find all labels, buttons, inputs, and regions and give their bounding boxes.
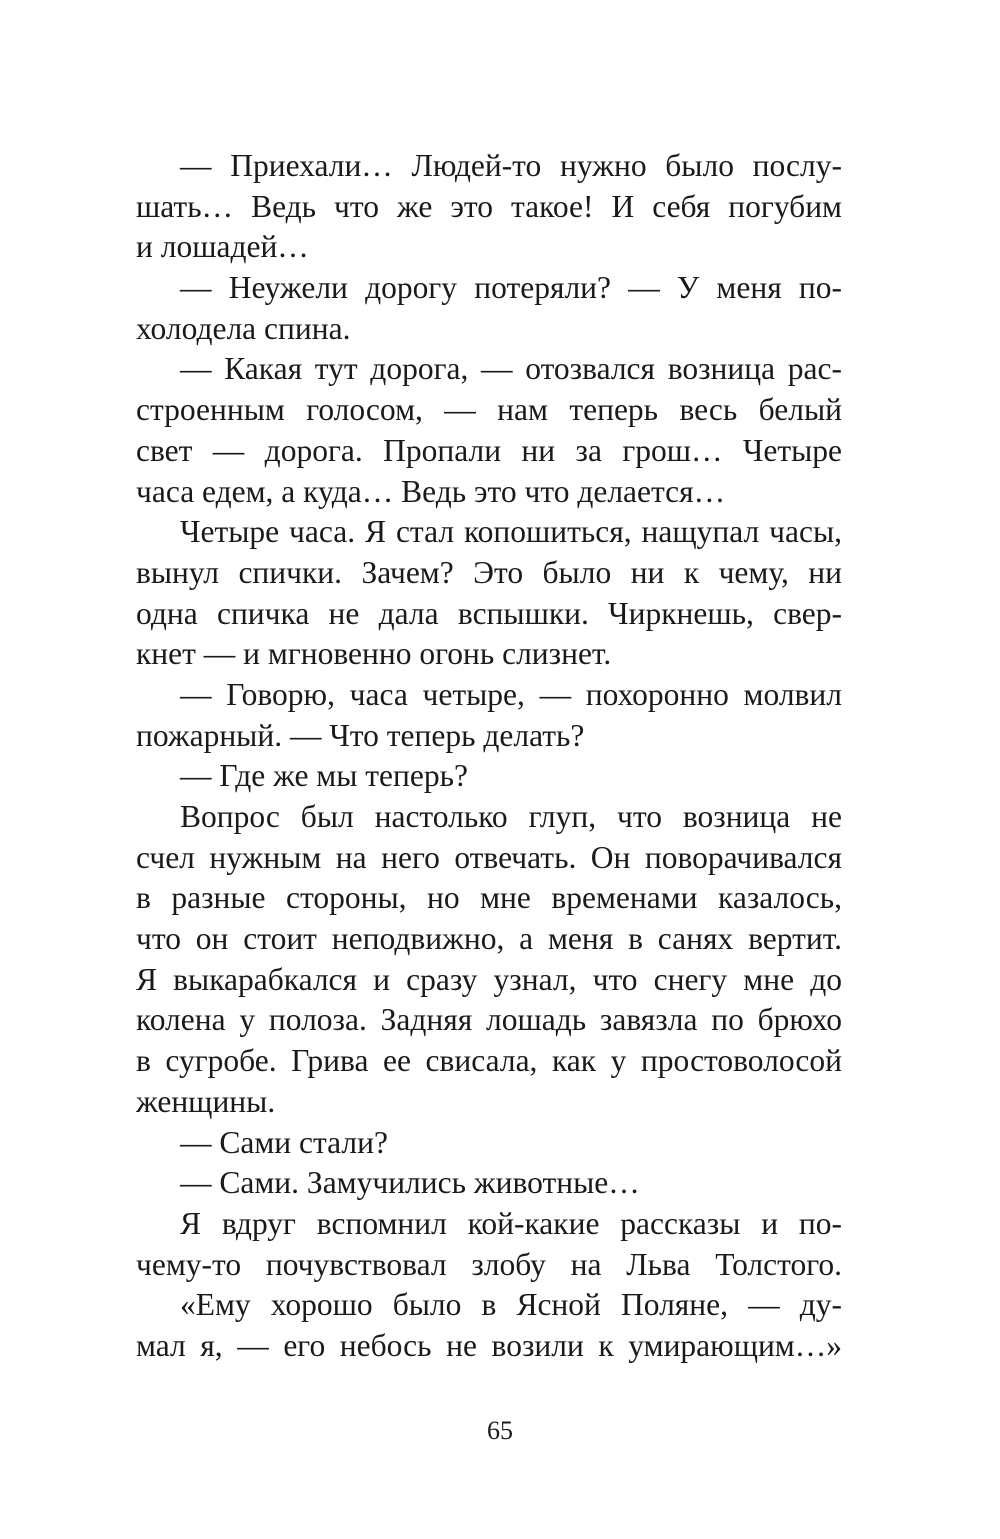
text-line — [136, 1082, 842, 1123]
page-number: 65 — [487, 1416, 513, 1445]
text-line — [136, 797, 842, 838]
text-line — [136, 512, 842, 553]
text-line — [136, 919, 842, 960]
text-line-content: колена у полоза. Задняя лошадь завязла по брюхо — [136, 1002, 842, 1038]
text-line-content: свет — дорога. Пропали ни за грош… Четыре — [136, 432, 842, 468]
text-line-content: строенным голосом, — нам теперь весь белый — [136, 392, 842, 428]
text-line — [136, 1245, 842, 1286]
text-line — [136, 634, 842, 675]
text-line-content: одна спичка не дала вспышки. Чиркнешь, свер- — [136, 595, 842, 631]
text-line — [136, 1041, 842, 1082]
text-line — [136, 1285, 842, 1326]
text-line — [136, 390, 842, 431]
text-line-content: чему-то почувствовал злобу на Льва Толстого. — [136, 1246, 842, 1282]
text-line — [136, 187, 842, 228]
text-line-content: и лошадей… — [136, 229, 309, 265]
text-line-content: женщины. — [136, 1083, 276, 1119]
text-line-content: пожарный. — Что теперь делать? — [136, 717, 585, 753]
text-line — [136, 1163, 842, 1204]
text-line-content: шать… Ведь что же это такое! И себя погубим — [136, 188, 842, 224]
text-line-content: «Ему хорошо было в Ясной Поляне, — ду- — [180, 1287, 842, 1323]
text-line-content: — Приехали… Людей-то нужно было послу- — [180, 148, 842, 183]
text-line — [136, 1204, 842, 1245]
text-line — [136, 675, 842, 716]
text-line-content: счел нужным на него отвечать. Он поворачивался — [136, 839, 842, 875]
text-line — [136, 553, 842, 594]
text-line-content: что он стоит неподвижно, а меня в санях вертит. — [136, 921, 842, 957]
text-line-content: — Говорю, часа четыре, — похоронно молвил — [180, 676, 842, 712]
text-line-content: — Неужели дорогу потеряли? — У меня по- — [180, 270, 842, 306]
text-line — [136, 716, 842, 757]
text-line — [136, 878, 842, 919]
text-line-content: в сугробе. Грива ее свисала, как у простоволосой — [136, 1043, 842, 1079]
text-line-content: Вопрос был настолько глуп, что возница не — [180, 799, 842, 834]
text-line — [136, 838, 842, 879]
text-line — [136, 349, 842, 390]
text-line-content: Четыре часа. Я стал копошиться, нащупал часы, — [180, 514, 842, 550]
body-text — [136, 146, 842, 1367]
text-line — [136, 146, 842, 187]
text-line-content: мал я, — его небось не возили к умирающим…» — [136, 1327, 842, 1363]
text-line-content: Я выкарабкался и сразу узнал, что снегу мне до — [136, 961, 842, 997]
text-line — [136, 1123, 842, 1164]
text-line-content: — Какая тут дорога, — отозвался возница рас- — [180, 351, 842, 387]
text-line-content: кнет — и мгновенно огонь слизнет. — [136, 636, 612, 672]
text-line-content: вынул спички. Зачем? Это было ни к чему, ни — [136, 554, 842, 590]
text-line — [136, 594, 842, 635]
text-line-content: в разные стороны, но мне временами казалось, — [136, 880, 842, 916]
text-line-content: — Сами стали? — [180, 1124, 388, 1160]
text-line — [136, 309, 842, 350]
text-line-content: холодела спина. — [136, 310, 351, 346]
text-line-content: Я вдруг вспомнил кой-какие рассказы и по- — [180, 1205, 842, 1241]
text-line — [136, 756, 842, 797]
text-line — [136, 472, 842, 513]
text-line — [136, 431, 842, 472]
text-line-content: — Сами. Замучились животные… — [180, 1165, 640, 1201]
text-line — [136, 960, 842, 1001]
text-line — [136, 1000, 842, 1041]
text-line-content: часа едем, а куда… Ведь это что делается… — [136, 473, 726, 509]
text-line-content: — Где же мы теперь? — [180, 758, 468, 794]
text-line — [136, 268, 842, 309]
text-line — [136, 1326, 842, 1367]
text-line — [136, 227, 842, 268]
